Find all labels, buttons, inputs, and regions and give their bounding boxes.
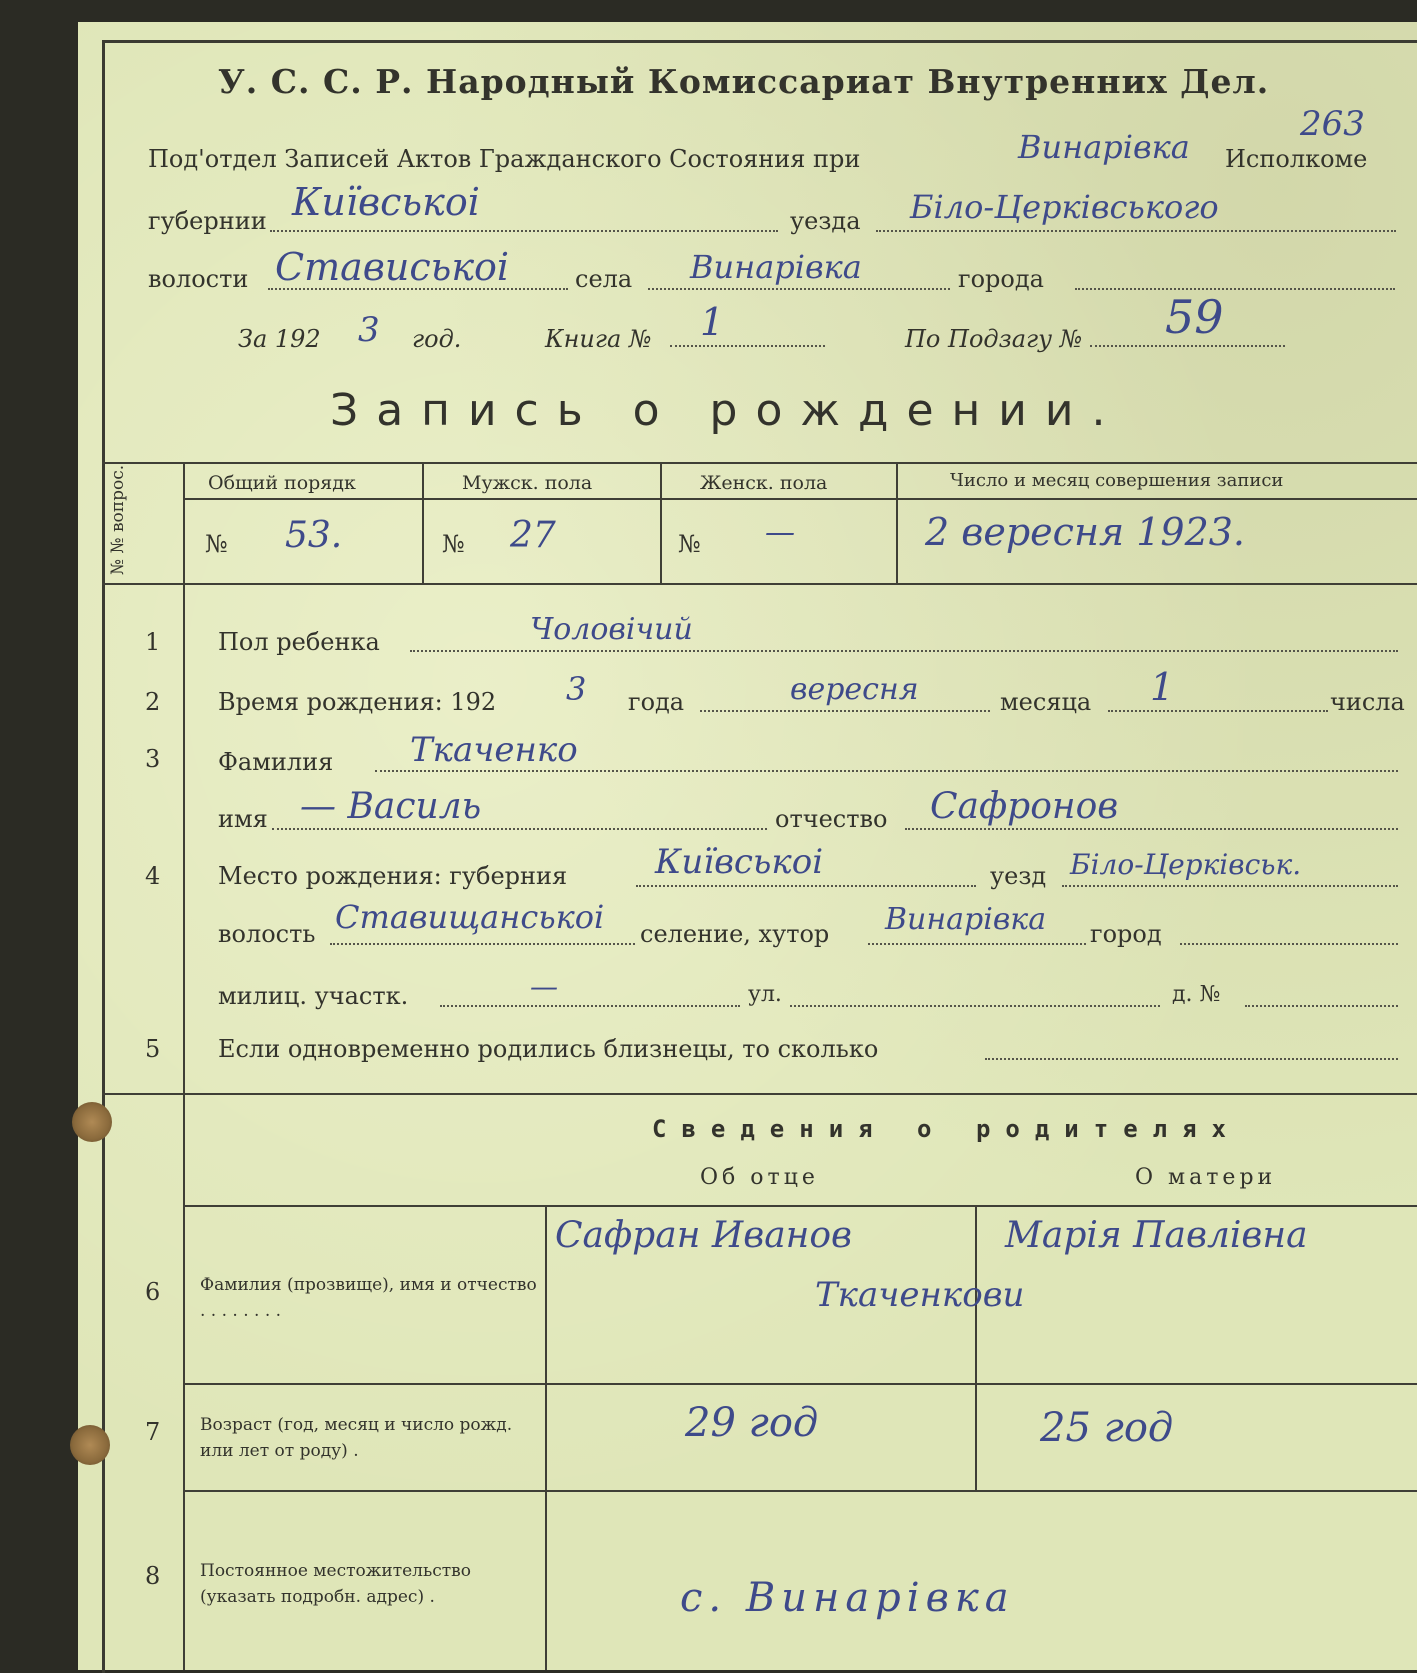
female-header: Женск. пола [700,472,828,494]
parents-column-divider [975,1205,977,1490]
child-sex-label: Пол ребенка [218,628,380,656]
mother-name-value: Марія Павлівна [1005,1215,1308,1256]
female-prefix: № [678,530,701,558]
birthplace-volost-label: волость [218,920,316,948]
question-number: 8 [145,1562,161,1590]
militia-line [440,1005,740,1007]
book-line [670,345,825,347]
parent-residence-label: Постоянное местожительство (указать подробн. адрес) . [200,1561,471,1607]
section-divider [102,1093,1417,1095]
female-value: — [765,515,795,550]
given-name-label: имя [218,805,268,833]
surname-value: Ткаченко [410,730,578,770]
mother-header: О матери [1135,1165,1277,1190]
birthplace-uezd-value: Біло-Церківськ. [1070,848,1302,881]
year-suffix: год. [412,325,462,353]
question-number: 7 [145,1418,161,1446]
punch-hole [70,1425,110,1465]
podzag-line [1090,345,1285,347]
parents-row-divider [183,1490,1417,1492]
question-number-label: № № вопрос. [108,464,128,575]
header-title: У. С. С. Р. Народный Комиссариат Внутренних Дел. [218,62,1270,101]
punch-hole [72,1102,112,1142]
father-age-value: 29 год [685,1400,819,1446]
year-value: 3 [358,310,380,350]
parent-name-label: Фамилия (прозвище), имя и отчество . . . . . . . . [200,1275,537,1321]
birth-time-label: Время рождения: 192 [218,688,497,716]
gorod-line [1075,288,1395,290]
given-name-line [272,828,767,830]
general-order-value: 53. [285,515,343,556]
house-line [1245,1005,1398,1007]
residence-value: с. Винарівка [680,1575,1015,1621]
birthplace-volost-value: Ставищанськоі [335,898,605,936]
parents-title: Сведения о родителях [652,1115,1241,1143]
table-column-divider [896,462,898,583]
surname-line [375,770,1398,772]
child-sex-line [410,650,1398,652]
parents-row-divider [183,1383,1417,1385]
selo-line [648,288,950,290]
house-label: д. № [1172,982,1221,1007]
general-order-header: Общий порядк [208,472,356,494]
militia-value: — [530,970,558,1003]
parents-column-divider [545,1205,547,1670]
male-header: Мужск. пола [462,472,593,494]
general-order-prefix: № [205,530,228,558]
child-sex-value: Чоловічий [530,612,693,647]
table-column-divider [422,462,424,583]
birthplace-guberniya-value: Київськоі [655,842,824,882]
book-label: Книга № [545,325,652,353]
book-value: 1 [700,300,725,344]
given-name-value: — Василь [300,786,482,827]
birth-day-value: 1 [1150,665,1175,709]
year-label: За 192 [238,325,321,353]
birth-year-suffix: года [628,688,685,716]
father-header: Об отце [700,1165,819,1190]
table-bottom-border [102,583,1417,585]
birthplace-volost-line [330,943,635,945]
guberniya-label: губернии [148,207,267,235]
parent-age-label: Возраст (год, месяц и число рожд. или лет от роду) . [200,1415,513,1461]
question-number: 6 [145,1278,161,1306]
birthplace-uezd-line [1062,885,1398,887]
birth-month-line [700,710,990,712]
guberniya-value: Київськоі [292,180,480,224]
podzag-label: По Подзагу № [905,325,1083,353]
question-column-border [183,462,185,1670]
street-line [790,1005,1160,1007]
question-number: 4 [145,862,161,890]
birth-year-value: 3 [566,670,587,708]
question-number: 1 [145,628,161,656]
table-header-border [185,498,1417,500]
table-top-border [102,462,1417,464]
birthplace-gorod-line [1180,943,1398,945]
table-column-divider [660,462,662,583]
question-number: 5 [145,1035,161,1063]
surname-label: Фамилия [218,748,334,776]
birthplace-settlement-value: Винарівка [885,902,1047,937]
volost-label: волости [148,265,249,293]
subdept-label: Под'отдел Записей Актов Гражданского Состояния при [148,145,861,173]
birth-day-label: числа [1330,688,1405,716]
subdept-value: Винарівка [1018,128,1190,166]
birth-month-label: месяца [1000,688,1092,716]
birth-month-value: вересня [790,672,919,707]
uezd-value: Біло-Церківського [910,188,1219,226]
mother-age-value: 25 год [1040,1405,1174,1451]
page-number: 263 [1300,104,1365,144]
male-prefix: № [442,530,465,558]
selo-label: села [575,265,633,293]
patronymic-line [905,828,1398,830]
gorod-label: города [958,265,1044,293]
male-value: 27 [510,515,556,556]
record-title: Запись о рождении. [330,385,1124,436]
twins-label: Если одновременно родились близнецы, то сколько [218,1035,879,1063]
record-date-header: Число и месяц совершения записи [950,470,1284,491]
patronymic-value: Сафронов [930,786,1119,827]
uezd-label: уезда [790,207,861,235]
birth-day-line [1108,710,1328,712]
selo-value: Винарівка [690,248,862,286]
father-name-extra: Ткаченкови [815,1275,1025,1315]
birthplace-settlement-line [868,943,1086,945]
subdept-suffix: Исполкоме [1225,145,1368,173]
birthplace-uezd-label: уезд [990,862,1047,890]
street-label: ул. [748,982,782,1007]
militia-label: милиц. участк. [218,982,409,1010]
podzag-value: 59 [1165,290,1224,344]
uezd-line [876,230,1396,232]
guberniya-line [270,230,778,232]
birthplace-guberniya-line [636,885,976,887]
birthplace-label: Место рождения: губерния [218,862,568,890]
record-date-value: 2 вересня 1923. [925,510,1246,554]
patronymic-label: отчество [775,805,888,833]
question-number: 3 [145,745,161,773]
father-name-value: Сафран Иванов [555,1215,852,1256]
twins-line [985,1058,1398,1060]
parents-table-top [183,1205,1417,1207]
volost-value: Стависькоі [275,245,510,289]
question-number: 2 [145,688,161,716]
birthplace-settlement-label: селение, хутор [640,920,830,948]
birthplace-gorod-label: город [1090,920,1162,948]
